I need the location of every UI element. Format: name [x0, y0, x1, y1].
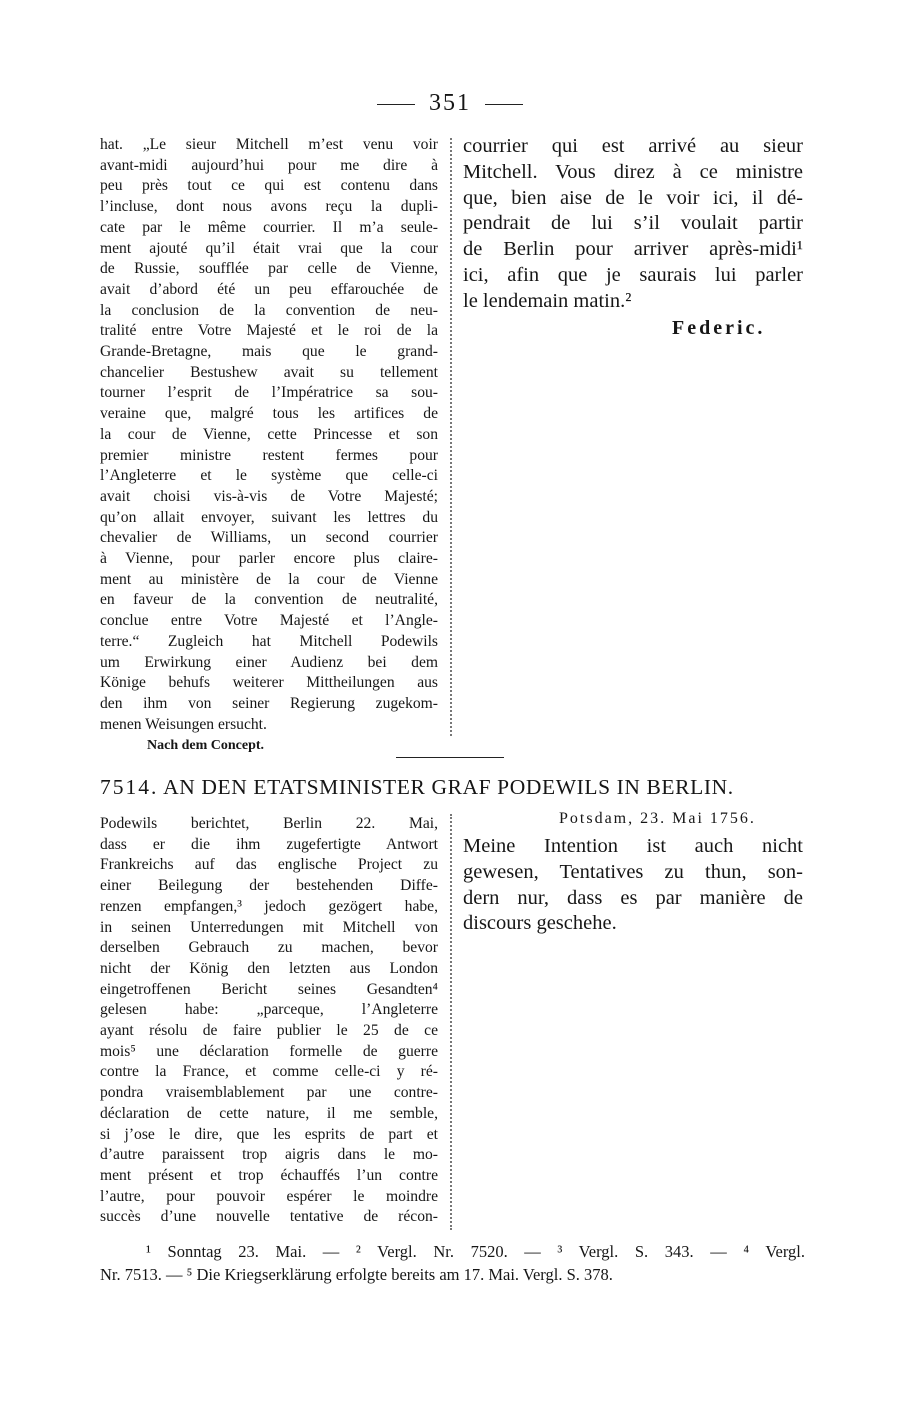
header-rule-left — [377, 104, 415, 105]
footnote-line: Nr. 7513. — ⁵ Die Kriegserklärung erfolgte bereits am 17. Mai. Vergl. S. 378. — [100, 1265, 613, 1284]
text-line: ayant résolu de faire publier le 25 de ce — [100, 1022, 438, 1040]
prev-letter-text — [463, 134, 803, 315]
text-line: ici, afin que je saurais lui parler — [463, 263, 803, 286]
page-header — [0, 90, 900, 117]
page-number: 351 — [429, 90, 471, 116]
text-line: nicht der König den letzten aus London — [100, 959, 438, 977]
text-line: l’Angleterre et le système que celle-ci — [100, 467, 438, 485]
text-line: Podewils berichtet, Berlin 22. Mai, — [100, 815, 438, 832]
text-line: den ihm von seiner Regierung zugekom- — [100, 694, 438, 712]
text-line: mois⁵ une déclaration formelle de guerre — [100, 1042, 438, 1060]
column-divider — [450, 814, 452, 1230]
text-line: peu près tout ce qui est contenu dans — [100, 177, 438, 195]
text-line: um Erwirkung einer Audienz bei dem — [100, 653, 438, 671]
text-line: terre.“ Zugleich hat Mitchell Podewils — [100, 632, 438, 650]
text-line: avait choisi vis-à-vis de Votre Majesté; — [100, 487, 438, 505]
text-line: in seinen Unterredungen mit Mitchell von — [100, 918, 438, 936]
text-line: chevalier de Williams, un second courrier — [100, 529, 438, 547]
signature: Federic. — [672, 317, 766, 339]
source-note: Nach dem Concept. — [147, 738, 265, 753]
text-line: discours geschehe. — [463, 912, 617, 935]
text-line: tourner l’esprit de l’Impératrice sa sou- — [100, 384, 438, 402]
letter-summary — [100, 814, 438, 1228]
letter-number: 7514. — [100, 775, 159, 799]
text-line: hat. „Le sieur Mitchell m’est venu voir — [100, 136, 438, 153]
text-line: Mitchell. Vous direz à ce ministre — [463, 160, 803, 183]
text-line: contre la France, et comme celle-ci y ré- — [100, 1063, 438, 1081]
text-line: tralité entre Votre Majesté et le roi de la — [100, 322, 438, 340]
letter-title: AN DEN ETATSMINISTER GRAF PODEWILS IN BERLIN. — [163, 775, 734, 799]
text-line: courrier qui est arrivé au sieur — [463, 135, 803, 157]
text-line: Grande-Bretagne, mais que le grand- — [100, 343, 438, 361]
text-line: à Vienne, pour parler encore plus claire- — [100, 550, 438, 568]
text-line: de Russie, soufflée par celle de Vienne, — [100, 260, 438, 278]
text-line: Meine Intention ist auch nicht — [463, 835, 803, 857]
text-line: cate par le même courrier. Il m’a seule- — [100, 218, 438, 236]
letter-heading — [100, 775, 805, 800]
text-line: pondra vraisemblablement par une contre- — [100, 1084, 438, 1102]
text-line: eingetroffenen Bericht seines Gesandten⁴ — [100, 980, 438, 998]
letter-text — [463, 834, 803, 937]
text-line: succès d’une nouvelle tentative de récon- — [100, 1208, 438, 1226]
text-line: dass er die ihm zugefertigte Antwort — [100, 835, 438, 853]
text-line: en faveur de la convention de neutralité, — [100, 591, 438, 609]
text-line: le lendemain matin.² — [463, 289, 632, 312]
text-line: chancelier Bestushew avait su tellement — [100, 363, 438, 381]
text-line: ment présent et trop échauffés l’un contre — [100, 1166, 438, 1184]
section-separator — [396, 757, 504, 758]
text-line: qu’on allait envoyer, suivant les lettres du — [100, 508, 438, 526]
text-line: déclaration de cette nature, il me semble, — [100, 1104, 438, 1122]
text-line: veraine que, malgré tous les artifices de — [100, 405, 438, 423]
text-line: renzen empfangen,³ jedoch gezögert habe, — [100, 897, 438, 915]
text-line: gelesen habe: „parceque, l’Angleterre — [100, 1001, 438, 1019]
text-line: l’incluse, dont nous avons reçu la dupli- — [100, 198, 438, 216]
text-line: l’autre, pour pouvoir espérer le moindre — [100, 1187, 438, 1205]
dateline: Potsdam, 23. Mai 1756. — [559, 810, 756, 827]
text-line: d’autre paraissent trop aigris dans le mo- — [100, 1146, 438, 1164]
text-line: ment ajouté qu’il était vrai que la cour — [100, 239, 438, 257]
text-line: la cour de Vienne, cette Princesse et son — [100, 425, 438, 443]
prev-letter-summary — [100, 135, 438, 735]
text-line: premier ministre restent fermes pour — [100, 446, 438, 464]
text-line: derselben Gebrauch zu machen, bevor — [100, 939, 438, 957]
text-line: pendrait de lui s’il voulait partir — [463, 212, 803, 235]
text-line: ment au ministère de la cour de Vienne — [100, 570, 438, 588]
text-line: de Berlin pour arriver après-midi¹ — [463, 238, 803, 261]
text-line: si j’ose le dire, que les esprits de part et — [100, 1125, 438, 1143]
text-line: Könige behufs weiterer Mittheilungen aus — [100, 674, 438, 692]
footnotes — [100, 1240, 805, 1286]
text-line: Frankreichs auf das englische Project zu — [100, 856, 438, 874]
text-line: que, bien aise de le voir ici, il dé- — [463, 186, 803, 209]
text-line: dern nur, dass es par manière de — [463, 886, 803, 909]
text-line: menen Weisungen ersucht. — [100, 715, 267, 733]
footnote-line: ¹ Sonntag 23. Mai. — ² Vergl. Nr. 7520. — ³ Vergl. S. 343. — ⁴ Vergl. — [146, 1242, 805, 1261]
text-line: avait d’abord été un peu effarouchée de — [100, 280, 438, 298]
text-line: einer Beilegung der bestehenden Diffe- — [100, 877, 438, 895]
column-divider — [450, 138, 452, 736]
text-line: conclue entre Votre Majesté et l’Angle- — [100, 612, 438, 630]
text-line: avant-midi aujourd’hui pour me dire à — [100, 156, 438, 174]
text-line: la conclusion de la convention de neu- — [100, 301, 438, 319]
header-rule-right — [485, 104, 523, 105]
text-line: gewesen, Tentatives zu thun, son- — [463, 860, 803, 883]
